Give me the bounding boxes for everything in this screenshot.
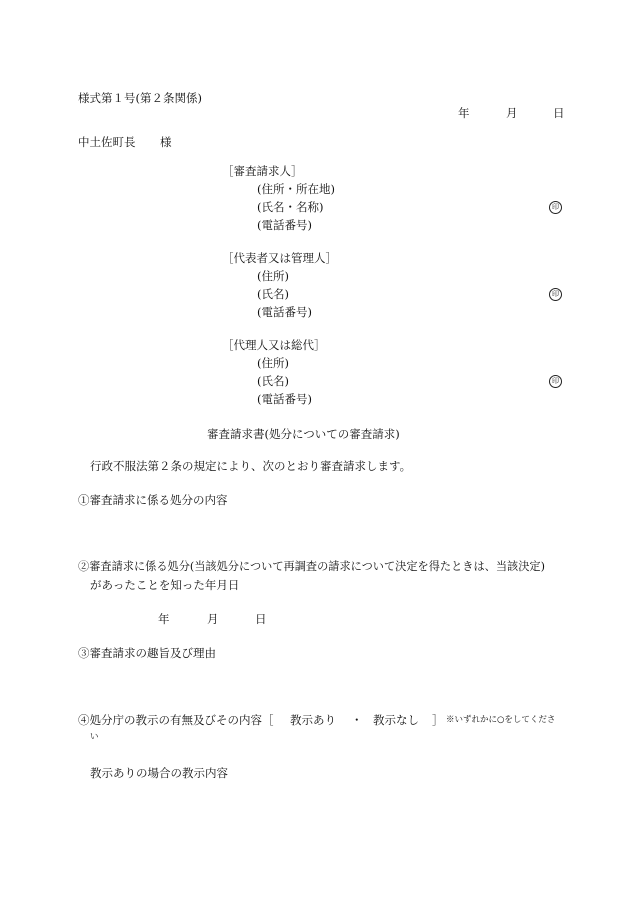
seal-mark: 印 <box>549 288 562 301</box>
requester-address-label: ( 住所・所在地 ) <box>257 184 335 196</box>
requester-name-label: ( 氏名・名称 ) <box>257 202 324 214</box>
date-year-label: 年 <box>458 106 470 120</box>
form-number: 様式第１号(第２条関係) <box>78 91 202 105</box>
requester-heading: ［ 審査請求人 ］ <box>222 166 303 178</box>
item-2-label: ②審査請求に係る処分(当該処分について再調査の請求について決定を得たときは、当該決定) <box>78 560 545 573</box>
item-2-label-cont: があったことを知った年月日 <box>90 578 240 592</box>
agent-phone-label: ( 電話番号 ) <box>257 394 312 406</box>
item-3-label: ③審査請求の趣旨及び理由 <box>78 646 216 660</box>
representative-heading: ［ 代表者又は管理人 ］ <box>222 253 337 265</box>
addressee: 中土佐町長 <box>78 135 136 149</box>
item-4-label: ④処分庁の教示の有無及びその内容［ <box>78 713 274 727</box>
item-2-day-label: 日 <box>255 612 267 626</box>
date-month-label: 月 <box>506 106 518 120</box>
option-separator: ・ <box>351 713 363 727</box>
seal-mark: 印 <box>549 201 562 214</box>
seal-mark: 印 <box>549 375 562 388</box>
option-instruction-given: 教示あり <box>290 713 336 727</box>
representative-name-label: ( 氏名 ) <box>257 289 289 301</box>
item-4-note: ※いずれかに○をしてくださ <box>446 715 556 725</box>
requester-phone-label: ( 電話番号 ) <box>257 220 312 232</box>
agent-heading: ［ 代理人又は総代 ］ <box>222 340 326 352</box>
item-1-label: ①審査請求に係る処分の内容 <box>78 493 228 507</box>
item-4-sub-label: 教示ありの場合の教示内容 <box>90 766 228 780</box>
representative-phone-label: ( 電話番号 ) <box>257 307 312 319</box>
document-title: 審査請求書(処分についての審査請求) <box>207 427 400 441</box>
item-2-year-label: 年 <box>158 612 170 626</box>
agent-address-label: ( 住所 ) <box>257 358 289 370</box>
agent-name-label: ( 氏名 ) <box>257 376 289 388</box>
date-day-label: 日 <box>553 106 565 120</box>
intro-text: 行政不服法第２条の規定により、次のとおり審査請求します。 <box>90 459 412 473</box>
item-4-note-cont: い <box>90 732 99 742</box>
representative-address-label: ( 住所 ) <box>257 271 289 283</box>
option-no-instruction: 教示なし <box>373 713 419 727</box>
honorific: 様 <box>160 135 172 149</box>
item-4-bracket-close: ］ <box>432 713 444 727</box>
item-2-month-label: 月 <box>207 612 219 626</box>
